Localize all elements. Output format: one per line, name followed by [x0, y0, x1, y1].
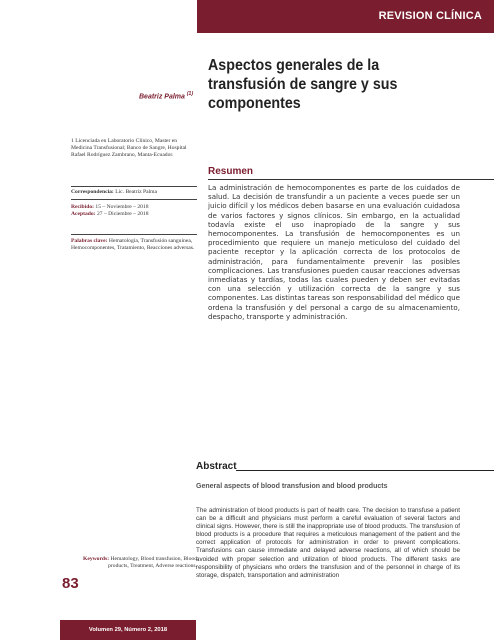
received-value: 15 – Noviembre – 2018: [95, 204, 149, 210]
author-name: Beatriz Palma: [139, 93, 185, 101]
abstract-subtitle: General aspects of blood transfusion and blood products: [196, 481, 388, 490]
correspondence-label: Correspondencia:: [71, 189, 114, 195]
dates: [71, 204, 197, 218]
correspondence-value: Lic. Beatriz Palma: [115, 189, 157, 195]
header-divider: [197, 0, 208, 33]
abstract-title: Abstract: [196, 461, 237, 472]
author: [139, 91, 193, 100]
correspondence: [71, 189, 197, 200]
accepted-value: 27 – Diciembre – 2018: [96, 211, 149, 217]
received: [71, 204, 197, 211]
accepted-label: Aceptado:: [71, 211, 96, 217]
section-label: REVISION CLÍNICA: [378, 10, 482, 22]
author-sup: (1): [186, 91, 193, 97]
footer-bar: [60, 620, 196, 640]
abstract-body: The administration of blood products is part of health care. The decision to transfuse a patient can be a difficult and physicians must perform a careful evaluation of several factors and clinical signs. However, there is still the inappropriate use of blood products. The transfusion of blood products is a procedure that requires a meticulous management of the patient and the correct application of protocols for administration in order to prevent complications. Transfusions can cause immediate and delayed adverse reactions, all of which should be avoided with proper selection and utilization of blood products. The different tasks are responsibility of physicians who orders the transfusion and of the personnel in charge of its storage, dispatch, transportation and administration: [196, 507, 460, 579]
keywords-en-label: Keywords:: [82, 556, 110, 562]
resumen-body: La administración de hemocomponentes es parte de los cuidados de salud. La decisión de transfundir a un paciente a veces puede ser un juicio difícil y los médicos deben basarse en una evaluación cuidadosa de varios factores y signos clínicos. Sin embargo, en la actualidad todavía existe el uso inapropiado de la sangre y sus hemocomponentes. La transfusión de hemocomponentes es un procedimiento que requiere un manejo meticuloso del cuidado del paciente receptor y la aplicación correcta de los protocolos de administración, para fundamentalmente prevenir las posibles complicaciones. Las transfusiones pueden causar reacciones adversas inmediatas y tardías, todas las cuales pueden y deben ser evitadas con una selección y utilización correcta de la sangre y sus componentes. Las distintas tareas son responsabilidad del médico que ordena la transfusión y del personal a cargo de su almacenamiento, despacho, transporte y administración.: [208, 183, 460, 321]
accepted: [71, 211, 197, 218]
correspondence-box: [71, 186, 197, 218]
received-label: Recibido:: [71, 204, 94, 210]
header-bar: [208, 0, 494, 33]
abstract-divider: [236, 470, 494, 471]
keywords-en-value: Hematology, Blood transfusion, Blood products, Treatment, Adverse reactions.: [108, 556, 197, 569]
header-blank: [0, 0, 208, 31]
keywords-es-value: Hematología, Transfusión sanguínea, Hemocomponentes, Tratamiento, Reacciones adversas.: [71, 238, 195, 251]
footer-issue: Volumen 29, Número 2, 2018: [88, 627, 168, 633]
keywords-es: [71, 234, 197, 252]
page-number: 83: [62, 575, 79, 592]
keywords-en: [71, 556, 197, 570]
affiliation: 1 Licenciada en Laboratorio Clínico, Master en Medicina Transfusional; Banco de Sangre, Hospital Rafael Rodríguez Zambrano, Manta-Ecuador.: [71, 138, 187, 158]
keywords-es-label: Palabras clave:: [71, 238, 108, 244]
article-title: Aspectos generales de la transfusión de sangre y sus componentes: [208, 57, 398, 112]
resumen-title: Resumen: [208, 166, 254, 177]
resumen-divider: [208, 179, 494, 180]
